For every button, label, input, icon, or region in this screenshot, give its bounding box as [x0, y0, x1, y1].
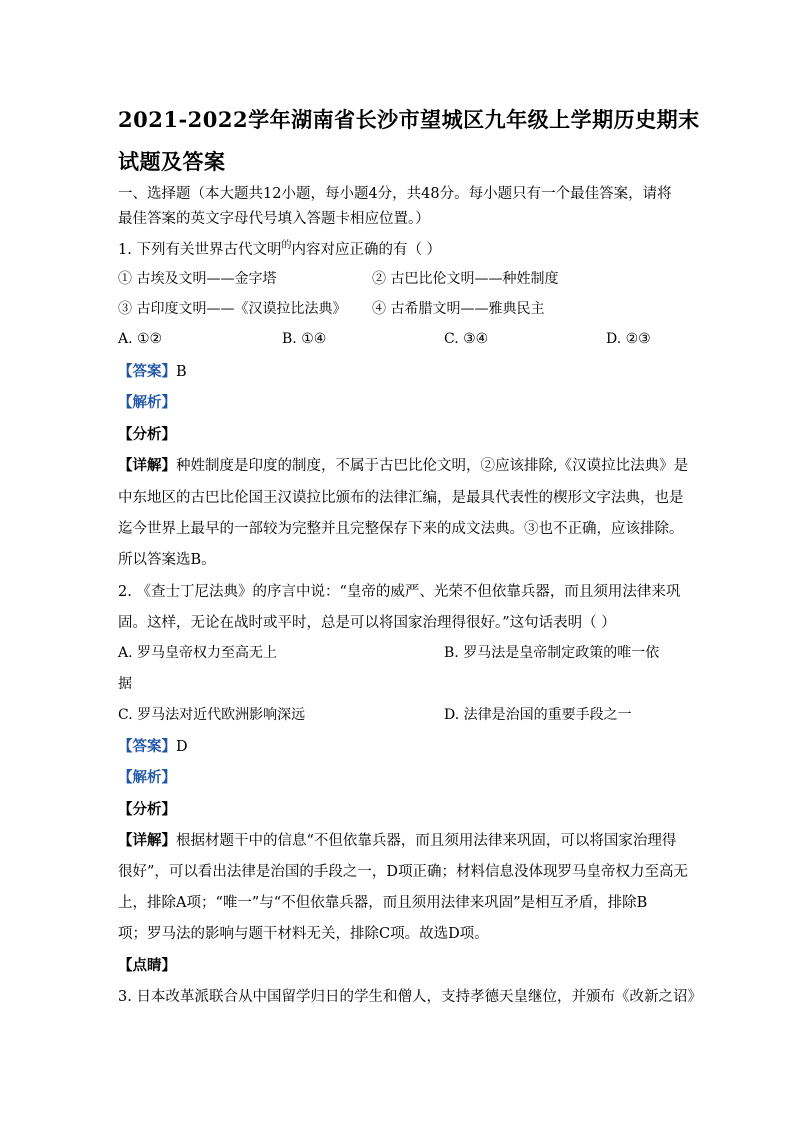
q1-item-2: ② 古巴比伦文明——种姓制度: [372, 271, 559, 287]
q1-fenxi-tag: 【分析】: [118, 426, 176, 443]
q1-item-3: ③ 古印度文明——《汉谟拉比法典》: [118, 301, 347, 317]
q2-detail-line4: 项；罗马法的影响与题干材料无关，排除C项。故选D项。: [118, 926, 489, 942]
q2-analysis-tag: 【解析】: [118, 769, 176, 786]
q1-stem-part-b: 内容对应正确的有（ ）: [291, 242, 442, 258]
q1-answer-tag: 【答案】: [118, 363, 176, 380]
q2-dianjing-tag: 【点睛】: [118, 957, 176, 974]
q2-answer-line: [118, 735, 188, 756]
q1-detail-line1: [118, 454, 688, 475]
q1-detail-tag: 【详解】: [118, 457, 176, 474]
q2-stem-line1: 2. 《查士丁尼法典》的序言中说：“皇帝的威严、光荣不但依靠兵器，而且须用法律来巩: [118, 584, 681, 600]
document-title-line2: 试题及答案: [118, 149, 226, 174]
q2-answer-value: D: [176, 739, 188, 755]
section-instructions-line1: 一、选择题（本大题共12小题，每小题4分，共48分。每小题只有一个最佳答案，请将: [118, 186, 672, 202]
q2-option-d: D. 法律是治国的重要手段之一: [444, 707, 632, 723]
q2-stem-line2: 固。这样，无论在战时或平时，总是可以将国家治理得很好。”这句话表明（ ）: [118, 615, 616, 631]
section-instructions-line2: 最佳答案的英文字母代号填入答题卡相应位置。）: [118, 211, 430, 227]
q1-detail-line4: 所以答案选B。: [118, 552, 216, 568]
q1-answer-value: B: [176, 364, 187, 380]
q2-option-b: B. 罗马法是皇帝制定政策的唯一依: [444, 645, 660, 661]
q2-detail-line2: 很好”，可以看出法律是治国的手段之一，D项正确；材料信息没体现罗马皇帝权力至高无: [118, 864, 689, 880]
q1-option-d: D. ②③: [606, 331, 651, 347]
q2-detail-line1: [118, 829, 676, 850]
q1-analysis-tag: 【解析】: [118, 394, 176, 411]
q1-option-b: B. ①④: [282, 331, 327, 347]
q2-option-a: A. 罗马皇帝权力至高无上: [118, 645, 278, 661]
q1-stem-superscript: 的: [281, 240, 292, 251]
q2-fenxi-tag: 【分析】: [118, 801, 176, 818]
q2-detail-tag: 【详解】: [118, 832, 176, 849]
q1-detail-line3: 迄今世界上最早的一部较为完整并且完整保存下来的成文法典。③也不正确，应该排除。: [118, 521, 684, 537]
q1-stem-part-a: 1. 下列有关世界古代文明: [118, 242, 282, 258]
q2-detail-text1: 根据材题干中的信息“不但依靠兵器，而且须用法律来巩固，可以将国家治理得: [176, 833, 677, 849]
q1-stem: [118, 238, 441, 259]
q1-detail-text1: 种姓制度是印度的制度，不属于古巴比伦文明，②应该排除,《汉谟拉比法典》是: [176, 458, 689, 474]
q2-option-b-wrap: 据: [118, 676, 132, 692]
q1-item-1: ① 古埃及文明——金字塔: [118, 271, 277, 287]
q2-detail-line3: 上，排除A项；“唯一”与“不但依靠兵器，而且须用法律来巩固”是相互矛盾，排除B: [118, 895, 648, 911]
q1-answer-line: [118, 360, 187, 381]
q1-option-a: A. ①②: [118, 331, 163, 347]
q2-option-c: C. 罗马法对近代欧洲影响深远: [118, 707, 306, 723]
q3-stem: 3. 日本改革派联合从中国留学归日的学生和僧人，支持孝德天皇继位，并颁布《改新之诏》: [118, 989, 702, 1005]
document-title-line1: 2021-2022学年湖南省长沙市望城区九年级上学期历史期末: [118, 107, 700, 132]
q1-option-c: C. ③④: [444, 331, 489, 347]
q2-answer-tag: 【答案】: [118, 738, 176, 755]
q1-item-4: ④ 古希腊文明——雅典民主: [372, 301, 545, 317]
q1-detail-line2: 中东地区的古巴比伦国王汉谟拉比颁布的法律汇编，是最具代表性的楔形文字法典，也是: [118, 490, 684, 506]
